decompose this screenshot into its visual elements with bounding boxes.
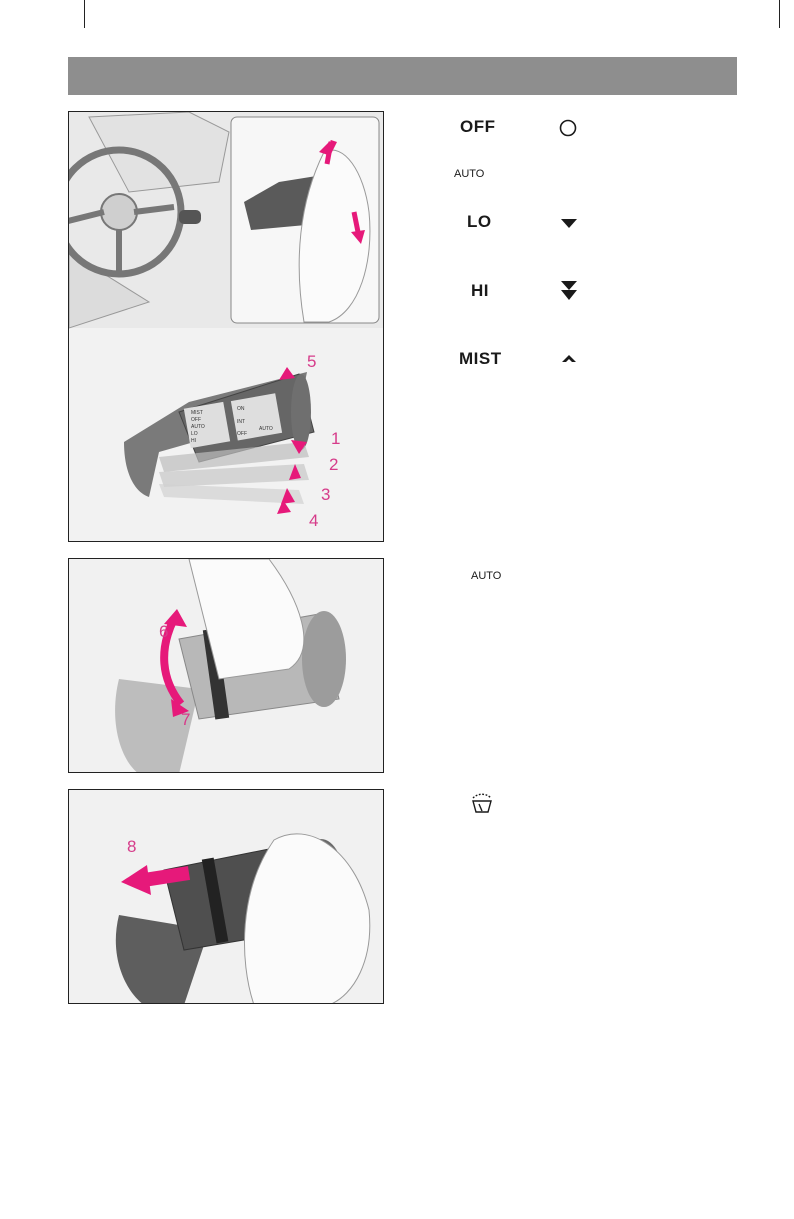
auto-label-1: AUTO <box>454 168 485 180</box>
off-label: OFF <box>460 117 496 136</box>
callout-5: 5 <box>307 352 317 371</box>
figure-washer-pull <box>68 789 384 1004</box>
callout-1: 1 <box>331 429 341 448</box>
page-cut-line <box>779 0 780 28</box>
windshield-washer-icon <box>470 790 494 814</box>
page-cut-line <box>84 0 85 28</box>
callout-3: 3 <box>321 485 331 504</box>
lever-label-on: ON <box>237 406 245 412</box>
legend-mist <box>459 349 502 369</box>
lever-label-off: OFF <box>191 417 201 423</box>
lever-label-auto: AUTO <box>191 424 205 430</box>
lo-label: LO <box>467 212 492 231</box>
hi-label: HI <box>471 281 489 300</box>
legend-lo <box>467 212 492 232</box>
section-header-bar <box>68 57 737 95</box>
lever-label-hi: HI <box>191 438 196 444</box>
callout-2: 2 <box>329 455 339 474</box>
legend-hi <box>471 281 489 301</box>
callout-6: 6 <box>159 622 169 641</box>
lever-label-int: INT <box>237 419 246 425</box>
callout-8: 8 <box>127 837 137 856</box>
legend-off <box>460 117 496 137</box>
caret-up-icon <box>560 353 578 365</box>
lever-label-auto-rear: AUTO <box>259 426 273 432</box>
figure-1-illustration <box>69 112 384 542</box>
figure-2-illustration <box>69 559 384 773</box>
lever-label-mist: MIST <box>191 410 203 416</box>
auto-label-2: AUTO <box>471 570 502 582</box>
mist-label: MIST <box>459 349 502 368</box>
lever-label-lo: LO <box>191 431 198 437</box>
figure-wiper-lever-operation <box>68 111 384 542</box>
triangle-down-icon <box>560 217 578 231</box>
lever-label-off-rear: OFF <box>237 431 247 437</box>
figure-wiper-interval-ring <box>68 558 384 773</box>
circle-icon <box>558 118 578 138</box>
double-triangle-down-icon <box>560 280 578 302</box>
callout-7: 7 <box>181 710 191 729</box>
figure-3-illustration <box>69 790 384 1004</box>
callout-4: 4 <box>309 511 319 530</box>
